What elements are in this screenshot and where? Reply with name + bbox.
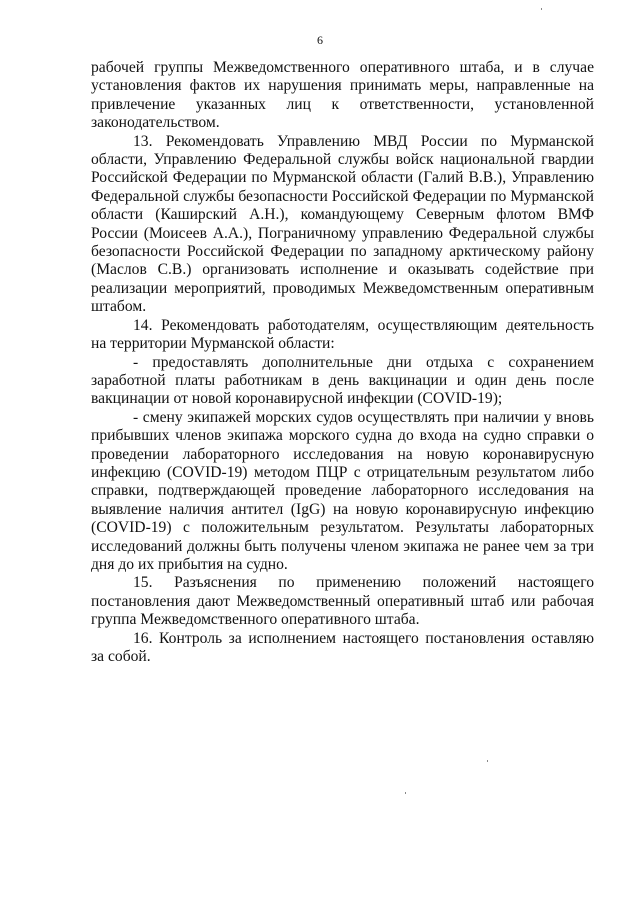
scan-speck <box>487 760 488 762</box>
paragraph-14-item-2: - смену экипажей морских судов осуществлять при наличии у вновь прибывших членов экипажа морского судна до входа на судно справки о проведении лабораторного исследования на новую коронавирусную инфекцию (COVID-19) методом ПЦР с отрицательным результатом либо справки, подтверждающей проведение лабораторного исследования на выявление наличия антител (IgG) на новую коронавирусную инфекцию (COVID-19) с положительным результатом. Результаты лабораторных исследований должны быть получены членом экипажа не ранее чем за три дня до их прибытия на судно. <box>91 408 594 573</box>
scan-speck <box>405 792 406 794</box>
paragraph-continuation: рабочей группы Межведомственного оперативного штаба, и в случае установления фактов их нарушения принимать меры, направленные на привлечение указанных лиц к ответственности, установленной законодательством. <box>91 59 594 132</box>
document-body <box>91 59 594 666</box>
page-number: 6 <box>317 33 323 47</box>
paragraph-16: 16. Контроль за исполнением настоящего постановления оставляю за собой. <box>91 629 594 665</box>
scan-speck <box>541 8 542 10</box>
paragraph-14: 14. Рекомендовать работодателям, осуществляющим деятельность на территории Мурманской области: <box>91 316 594 353</box>
paragraph-13: 13. Рекомендовать Управлению МВД России по Мурманской области, Управлению Федеральной службы войск национальной гвардии Российской Федерации по Мурманской области (Галий В.В.), Управлению Федеральной службы безопасности Российской Федерации по Мурманской области (Каширский А.Н.), командующему Северным флотом ВМФ России (Моисеев А.А.), Пограничному управлению Федеральной службы безопасности Российской Федерации по западному арктическому району (Маслов С.В.) организовать исполнение и оказывать содействие при реализации мероприятий, проводимых Межведомственным оперативным штабом. <box>91 132 594 316</box>
paragraph-15: 15. Разъяснения по применению положений настоящего постановления дают Межведомственный оперативный штаб или рабочая группа Межведомственного оперативного штаба. <box>91 574 594 629</box>
paragraph-14-item-1: - предоставлять дополнительные дни отдыха с сохранением заработной платы работникам в день вакцинации и один день после вакцинации от новой коронавирусной инфекции (COVID-19); <box>91 353 594 408</box>
